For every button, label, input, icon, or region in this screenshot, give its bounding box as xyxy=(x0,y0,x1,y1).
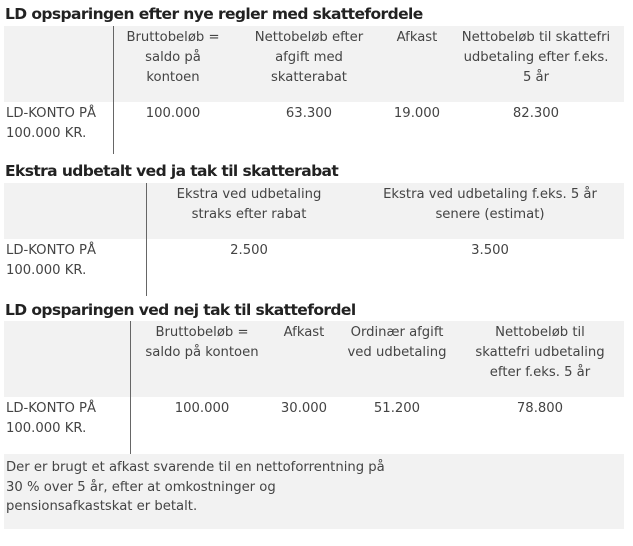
table1-value-gross: 100.000 xyxy=(145,106,201,121)
table1-value-return: 19.000 xyxy=(393,106,441,121)
table2-header-extra-now: Ekstra ved udbetaling straks efter rabat xyxy=(176,187,322,222)
table3-header-ordinary-tax: Ordinær afgift ved udbetaling xyxy=(347,325,447,360)
table3-header-gross: Bruttobeløb = saldo på kontoen xyxy=(145,325,259,360)
table3-value-ordinary-tax: 51.200 xyxy=(373,401,421,416)
table1-title: LD opsparingen efter nye regler med skattefordele xyxy=(5,5,423,23)
table1-header-net-after-tax: Nettobeløb efter afgift med skatterabat xyxy=(254,30,364,85)
table3-value-return: 30.000 xyxy=(280,401,328,416)
table2-header-extra-later: Ekstra ved udbetaling f.eks. 5 år senere (estimat) xyxy=(383,187,597,222)
table2-divider xyxy=(146,183,147,296)
table1-value-net-payout: 82.300 xyxy=(512,106,560,121)
table3-value-gross: 100.000 xyxy=(174,401,230,416)
table3-header-return: Afkast xyxy=(283,325,325,340)
table3-header-net-payout: Nettobeløb til skattefri udbetaling efter f.eks. 5 år xyxy=(475,325,605,380)
table2-value-extra-now: 2.500 xyxy=(230,243,268,258)
table1-header-gross: Bruttobeløb = saldo på kontoen xyxy=(126,30,220,85)
table1-row-label: LD-KONTO PÅ 100.000 KR. xyxy=(6,106,97,141)
table2-value-extra-later: 3.500 xyxy=(471,243,509,258)
table2-title: Ekstra udbetalt ved ja tak til skatterabat xyxy=(5,162,339,180)
table3-title: LD opsparingen ved nej tak til skattefordel xyxy=(5,301,356,319)
table1-value-net-after-tax: 63.300 xyxy=(285,106,333,121)
footnote-text: Der er brugt et afkast svarende til en nettoforrentning på 30 % over 5 år, efter at omkostninger og pensionsafkastskat er betalt. xyxy=(6,460,385,514)
table3-row-label: LD-KONTO PÅ 100.000 KR. xyxy=(6,401,97,436)
table1-header-return: Afkast xyxy=(396,30,438,45)
table1-header-net-payout: Nettobeløb til skattefri udbetaling efter f.eks. 5 år xyxy=(461,30,611,85)
table3-divider xyxy=(130,321,131,454)
table3-value-net-payout: 78.800 xyxy=(516,401,564,416)
table3 xyxy=(4,321,624,454)
footnote-box xyxy=(4,454,624,529)
table2-row-label: LD-KONTO PÅ 100.000 KR. xyxy=(6,243,97,278)
table1 xyxy=(4,26,624,154)
table2 xyxy=(4,183,624,296)
